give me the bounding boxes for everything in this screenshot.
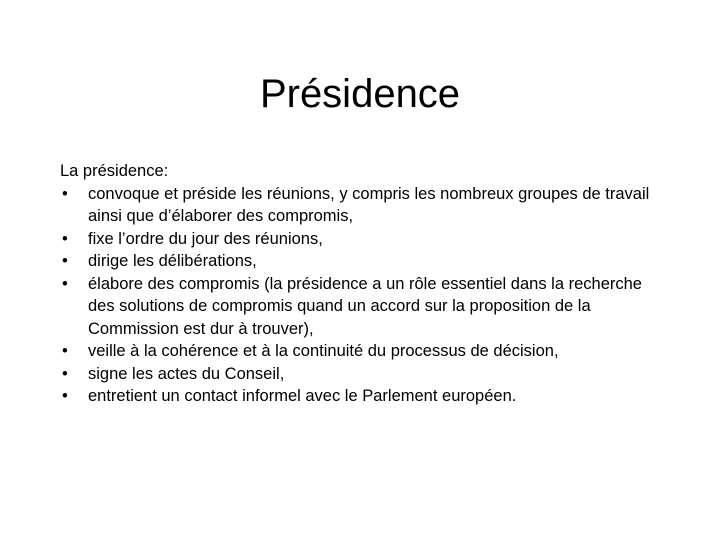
bullet-text: convoque et préside les réunions, y compris les nombreux groupes de travail ainsi que d’élaborer des compromis, [88,184,650,225]
bullet-text: élabore des compromis (la présidence a un rôle essentiel dans la recherche des solutions de compromis quand un accord sur la proposition de la Commission est dur à trouver), [88,274,642,338]
bullet-icon: • [62,274,68,293]
bullet-item [60,228,670,251]
intro-text: La présidence: [60,162,169,180]
bullet-text: fixe l’ordre du jour des réunions, [88,229,323,248]
bullet-list [60,183,670,408]
bullet-text: dirige les délibérations, [88,252,257,270]
bullet-item [60,340,670,363]
bullet-text: signe les actes du Conseil, [88,364,285,383]
bullet-text: veille à la cohérence et à la continuité du processus de décision, [88,342,559,360]
bullet-item [60,385,670,408]
slide-title: Présidence [259,72,461,116]
bullet-item [60,273,670,341]
bullet-item [60,363,670,386]
bullet-icon: • [62,252,68,270]
bullet-icon: • [62,387,68,405]
bullet-icon: • [62,184,68,203]
bullet-item [60,250,670,273]
bullet-icon: • [62,342,68,360]
bullet-text: entretient un contact informel avec le Parlement européen. [88,387,517,405]
slide-body [60,160,670,408]
bullet-icon: • [62,229,68,248]
bullet-item [60,183,670,228]
bullet-icon: • [62,364,68,383]
